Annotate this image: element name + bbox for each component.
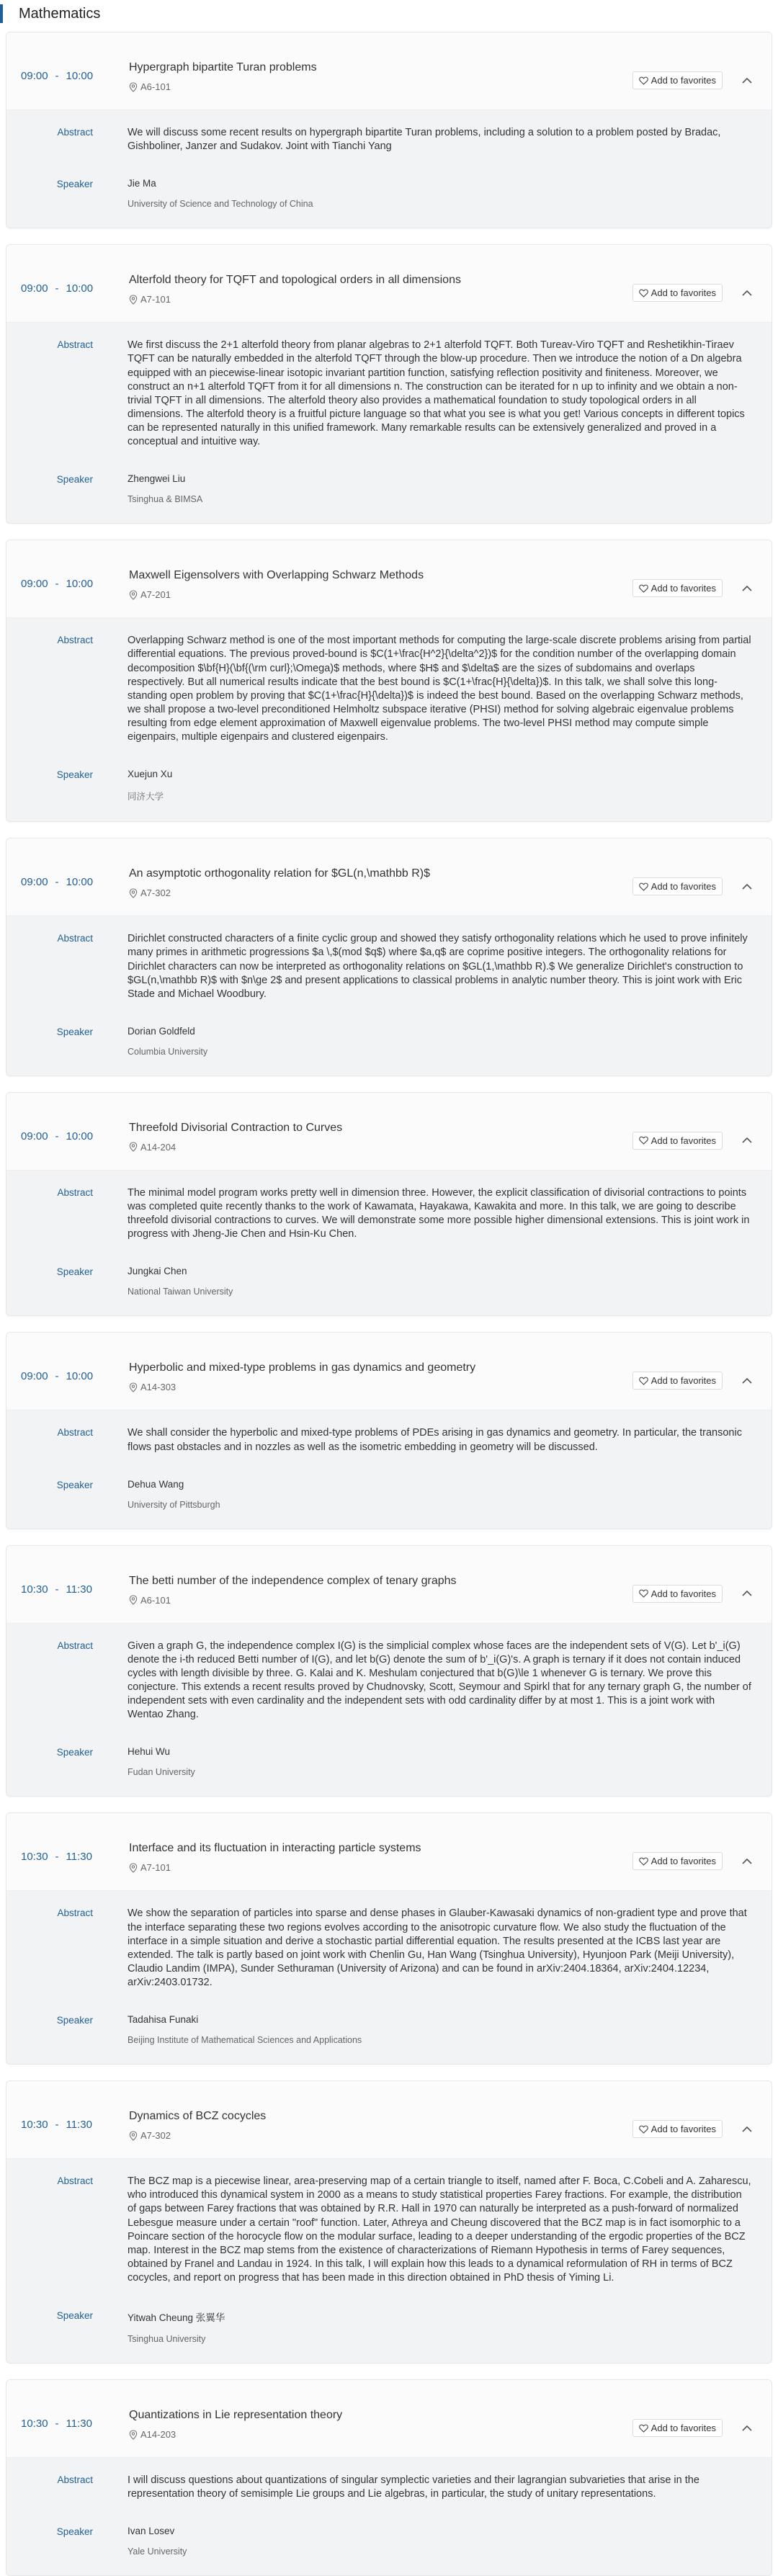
abstract-text: Given a graph G, the independence complex I(G) is the simplicial complex whose faces are the independent sets of V(G). Let b'_i(G) denote the i-th reduced Betti number of I(G), and let b(G) denote the sum of b'_i(G)'s. A graph is ternary if it does not contain induced cycles with length divisible by three. G. Kalai and K. Meshulam conjectured that b(G)\le 1 whenever G is ternary. We prove this conjecture. This extends a recent results proved by Chudnovsky, Scott, Seymour and Spirkl that for any ternary graph G, the number of independent sets with even cardinality and the independent sets with odd cardinality differ by at most 1. This is a joint work with Wentao Zhang. [128, 1640, 751, 1721]
session-start-time: 09:00 [21, 876, 48, 889]
room-label: A7-302 [140, 2130, 171, 2142]
session-time [21, 2098, 129, 2131]
add-to-favorites-button[interactable] [632, 1585, 723, 1603]
session-main [129, 1830, 632, 1873]
abstract-row [21, 126, 753, 153]
session-room [129, 2130, 632, 2141]
session-actions [632, 1563, 753, 1603]
session-main [129, 2397, 632, 2440]
speaker-name: Dehua Wang [128, 1478, 184, 1490]
favorite-label: Add to favorites [650, 2423, 716, 2434]
speaker-info [128, 2309, 753, 2344]
session-actions [632, 1350, 753, 1390]
time-separator: - [55, 1370, 59, 1383]
session-actions [632, 2098, 753, 2138]
session-title: Interface and its fluctuation in interacting particle systems [129, 1842, 421, 1855]
session-room [129, 589, 632, 600]
session-actions [632, 856, 753, 895]
heart-icon [639, 1589, 648, 1598]
add-to-favorites-button[interactable] [632, 579, 723, 597]
favorite-label: Add to favorites [650, 1856, 716, 1867]
heart-icon [639, 1377, 648, 1385]
session-details [6, 916, 772, 1075]
session-end-time: 10:00 [66, 578, 94, 591]
speaker-name: Yitwah Cheung 张翼华 [128, 2312, 225, 2324]
add-to-favorites-button[interactable] [632, 1372, 723, 1390]
chevron-up-icon[interactable] [741, 883, 753, 890]
speaker-info [128, 473, 753, 504]
abstract-row [21, 1186, 753, 1242]
session-title: Alterfold theory for TQFT and topological orders in all dimensions [129, 274, 461, 287]
session-actions [632, 1830, 753, 1870]
speaker-label: Speaker [56, 2526, 93, 2538]
session-actions [632, 50, 753, 89]
heart-icon [639, 76, 648, 85]
session-time [21, 262, 129, 295]
session-time [21, 558, 129, 590]
speaker-label: Speaker [56, 179, 93, 190]
time-separator: - [55, 2119, 59, 2132]
page-title: Mathematics [19, 5, 101, 22]
abstract-row [21, 1640, 753, 1722]
session-room [129, 1862, 632, 1873]
chevron-up-icon[interactable] [741, 2126, 753, 2133]
speaker-info [128, 1026, 753, 1057]
chevron-up-icon[interactable] [741, 1137, 753, 1144]
speaker-name: Zhengwei Liu [128, 473, 186, 485]
session-details [6, 2458, 772, 2575]
session-header[interactable] [6, 245, 772, 323]
location-pin-icon [129, 1595, 138, 1605]
session-header[interactable] [6, 838, 772, 916]
session-start-time: 09:00 [21, 1130, 48, 1142]
abstract-label: Abstract [57, 635, 93, 646]
chevron-up-icon[interactable] [741, 77, 753, 84]
session-title: Maxwell Eigensolvers with Overlapping Schwarz Methods [129, 569, 424, 582]
abstract-text: The BCZ map is a piecewise linear, area-preserving map of a certain triangle to itself, named after F. Boca, C.Cobeli and A. Zaharescu, who introduced this dynamical system in 2000 as a means to study statistical properties Farey fractions. For example, the distribution of gaps between Farey fractions that was obtained by R.R. Hall in 1970 can naturally be interpreted as a push-forward of normalized Lebesgue measure under a certain "roof" function. Later, Athreya and Cheung discovered that the BCZ map is in fact isomorphic to a Poincare section of the horocycle flow on the modular surface, leading to a deeper understanding of the ergodic properties of the BCZ map. Interest in the BCZ map stems from the existence of characterizations of Riemann Hypothesis in terms of Farey sequences, obtained by Franel and Landau in 1924. In this talk, I will explain how this leads to a dynamical reformulation of RH in terms of BCZ cocycles, and report on progress that has been made in this direction obtained in PhD thesis of Yiming Li. [128, 2175, 751, 2284]
session-card [6, 1545, 772, 1797]
session-actions [632, 262, 753, 302]
session-title: Quantizations in Lie representation theory [129, 2409, 343, 2422]
abstract-label: Abstract [57, 1640, 93, 1651]
session-start-time: 10:30 [21, 1851, 48, 1864]
session-end-time: 10:00 [66, 1130, 94, 1142]
speaker-affiliation: 同济大学 [128, 792, 164, 802]
abstract-text: We show the separation of particles into sparse and dense phases in Glauber-Kawasaki dynamics of non-gradient type and prove that the interface separating these two regions evolves according to the anisotropic curvature flow. We also study the fluctuation of the interface in a simple situation and derive a stochastic partial differential equation. The results presented at the ICBS last year are extended. The talk is partly based on joint work with Chenlin Gu, Han Wang (Tsinghua University), Hyunjoon Park (Meiji University), Claudio Landim (IMPA), Sunder Sethuraman (University of Arizona) and can be found in arXiv:2404.18364, arXiv:2404.12234, arXiv:2403.01732. [128, 1908, 747, 1988]
session-card [6, 244, 772, 524]
add-to-favorites-button[interactable] [632, 71, 723, 89]
time-separator: - [55, 578, 59, 591]
speaker-info [128, 2014, 753, 2045]
location-pin-icon [129, 1382, 138, 1392]
room-label: A6-101 [140, 81, 171, 92]
speaker-label: Speaker [56, 2015, 93, 2026]
session-main [129, 50, 632, 92]
room-label: A14-203 [140, 2429, 176, 2441]
time-separator: - [55, 1851, 59, 1864]
session-title: Dynamics of BCZ cocycles [129, 2110, 267, 2123]
session-details [6, 1891, 772, 2064]
abstract-row [21, 2474, 753, 2501]
session-end-time: 10:00 [66, 70, 94, 82]
abstract-row [21, 634, 753, 744]
heart-icon [639, 2125, 648, 2134]
session-actions [632, 558, 753, 597]
speaker-name: Tadahisa Funaki [128, 2014, 199, 2026]
session-room [129, 81, 632, 92]
abstract-text: The minimal model program works pretty well in dimension three. However, the explicit classification of divisorial contractions to points was completed quite recently thanks to the work of Kawamata, Hayakawa, Kawakita and more. In this talk, we are going to describe threefold divisorial contractions to curves. We will demonstrate some more possible higher dimensional extensions. This is joint work in progress with Jheng-Jie Chen and Hsin-Ku Chen. [128, 1186, 750, 1240]
heart-icon [639, 2424, 648, 2433]
room-label: A6-101 [140, 1594, 171, 1606]
speaker-label: Speaker [56, 2310, 93, 2322]
speaker-row [21, 1026, 753, 1057]
session-start-time: 09:00 [21, 578, 48, 591]
session-main [129, 1563, 632, 1606]
session-main [129, 1350, 632, 1392]
abstract-label: Abstract [57, 339, 93, 351]
room-label: A7-101 [140, 1862, 171, 1874]
session-actions [632, 2397, 753, 2437]
speaker-name: Jungkai Chen [128, 1266, 187, 1277]
heart-icon [639, 882, 648, 891]
add-to-favorites-button[interactable] [632, 877, 723, 895]
session-title: Hypergraph bipartite Turan problems [129, 61, 317, 73]
abstract-label: Abstract [57, 127, 93, 138]
session-title: The betti number of the independence complex of tenary graphs [129, 1574, 457, 1587]
session-time [21, 1350, 129, 1382]
speaker-name: Jie Ma [128, 178, 156, 189]
session-details [6, 618, 772, 821]
session-card [6, 2379, 772, 2576]
speaker-label: Speaker [56, 1266, 93, 1278]
speaker-name: Hehui Wu [128, 1746, 171, 1758]
session-header[interactable] [6, 1813, 772, 1891]
session-end-time: 11:30 [66, 1851, 92, 1864]
chevron-up-icon[interactable] [741, 1377, 753, 1385]
session-list [0, 32, 778, 2576]
session-title: Hyperbolic and mixed-type problems in gas dynamics and geometry [129, 1361, 476, 1374]
session-header[interactable] [6, 540, 772, 618]
session-card [6, 2080, 772, 2363]
session-header[interactable] [6, 32, 772, 110]
session-end-time: 10:00 [66, 282, 94, 295]
speaker-row [21, 769, 753, 802]
abstract-label: Abstract [57, 1908, 93, 1919]
speaker-row [21, 178, 753, 209]
session-room [129, 294, 632, 305]
session-time [21, 1110, 129, 1142]
abstract-label: Abstract [57, 1427, 93, 1439]
abstract-text: Dirichlet constructed characters of a finite cyclic group and showed they satisfy orthogonality relations which he used to prove infinitely many primes in arithmetic progressions $a \,$(mod $q$) where $a,q$ are coprime positive integers. The orthogonality relations for Dirichlet characters can now be interpreted as orthogonality relations on $GL(1,\mathbb R).$ We generalize Dirichlet's construction to $GL(n,\mathbb R)$ with $n\ge 2$ and present applications to classical problems in analytic number theory. This is joint work with Eric Stade and Michael Woodbury. [128, 933, 748, 1000]
add-to-favorites-button[interactable] [632, 2419, 723, 2437]
add-to-favorites-button[interactable] [632, 2120, 723, 2138]
room-label: A7-101 [140, 294, 171, 305]
session-room [129, 1382, 632, 1392]
session-end-time: 10:00 [66, 1370, 94, 1383]
favorite-label: Add to favorites [650, 1135, 716, 1146]
speaker-name: Dorian Goldfeld [128, 1025, 195, 1037]
session-end-time: 11:30 [66, 2418, 92, 2430]
abstract-text: We shall consider the hyperbolic and mixed-type problems of PDEs arising in gas dynamics and geometry. In particular, the transonic flows past obstacles and in nozzles as well as the isometric embedding in geometry will be discussed. [128, 1427, 742, 1453]
speaker-info [128, 1266, 753, 1297]
session-time [21, 1563, 129, 1596]
speaker-affiliation: Columbia University [128, 1046, 208, 1057]
session-details [6, 110, 772, 228]
heart-icon [639, 289, 648, 298]
speaker-label: Speaker [56, 769, 93, 781]
room-label: A14-303 [140, 1382, 176, 1393]
speaker-row [21, 2309, 753, 2344]
session-time [21, 856, 129, 888]
time-separator: - [55, 1583, 59, 1596]
session-card [6, 32, 772, 228]
session-start-time: 09:00 [21, 1370, 48, 1383]
time-separator: - [55, 70, 59, 82]
favorite-label: Add to favorites [650, 75, 716, 86]
speaker-row [21, 1266, 753, 1297]
speaker-label: Speaker [56, 1026, 93, 1037]
session-start-time: 10:30 [21, 2119, 48, 2132]
session-main [129, 2098, 632, 2141]
speaker-label: Speaker [56, 474, 93, 486]
header-accent-bar [0, 4, 3, 23]
abstract-text: Overlapping Schwarz method is one of the most important methods for computing the large-scale discrete problems arising from partial differential equations. The previous proved-bound is $C(1+\frac{H^2}{\delta^2})$ for the condition number of the overlapping domain decomposition $\bf{H}(\bf{(\rm curl};\Omega)$ methods, where $H$ and $\delta$ are the sizes of subdomains and overlaps respectively. But all numerical results indicate that the best bound is $C(1+\frac{H}{\delta})$. In this talk, we shall solve this long-standing open problem by proving that $C(1+\frac{H}{\delta})$ is indeed the best bound. Based on the overlapping Schwarz methods, we shall propose a two-level preconditioned Helmholtz subspace iterative (PHSI) method for solving algebraic eigenvalue problems resulting from edge element approximation of Maxwell eigenvalue problems. The two-level PHSI method may compute simple eigenpairs, multiple eigenpairs and clustered eigenpairs. [128, 635, 751, 743]
location-pin-icon [129, 1142, 138, 1152]
speaker-row [21, 1746, 753, 1777]
favorite-label: Add to favorites [650, 881, 716, 893]
room-label: A7-302 [140, 887, 171, 899]
session-main [129, 856, 632, 898]
room-label: A7-201 [140, 589, 171, 601]
session-actions [632, 1110, 753, 1150]
session-card [6, 1332, 772, 1529]
session-card [6, 838, 772, 1076]
time-separator: - [55, 1130, 59, 1142]
speaker-row [21, 2014, 753, 2045]
heart-icon [639, 584, 648, 593]
abstract-label: Abstract [57, 2175, 93, 2187]
speaker-affiliation: University of Science and Technology of China [128, 199, 313, 210]
session-card [6, 1092, 772, 1317]
room-label: A14-204 [140, 1141, 176, 1153]
session-details [6, 323, 772, 523]
location-pin-icon [129, 888, 138, 898]
session-card [6, 1812, 772, 2065]
location-pin-icon [129, 82, 138, 92]
session-header[interactable] [6, 2380, 772, 2458]
session-room [129, 2429, 632, 2440]
session-start-time: 10:30 [21, 1583, 48, 1596]
session-time [21, 2397, 129, 2430]
session-time [21, 50, 129, 82]
session-room [129, 1595, 632, 1606]
session-room [129, 1142, 632, 1153]
speaker-affiliation: Tsinghua & BIMSA [128, 494, 203, 505]
speaker-affiliation: Fudan University [128, 1767, 195, 1778]
speaker-row [21, 1479, 753, 1510]
time-separator: - [55, 282, 59, 295]
session-end-time: 11:30 [66, 2119, 92, 2132]
session-header[interactable] [6, 1546, 772, 1624]
add-to-favorites-button[interactable] [632, 1132, 723, 1150]
favorite-label: Add to favorites [650, 2124, 716, 2135]
session-main [129, 262, 632, 305]
abstract-row [21, 932, 753, 1001]
session-details [6, 1624, 772, 1797]
location-pin-icon [129, 295, 138, 305]
page-header [0, 0, 778, 27]
session-end-time: 10:00 [66, 876, 94, 889]
speaker-info [128, 1479, 753, 1510]
abstract-label: Abstract [57, 1186, 93, 1198]
speaker-info [128, 769, 753, 802]
speaker-affiliation: National Taiwan University [128, 1287, 233, 1297]
favorite-label: Add to favorites [650, 1375, 716, 1387]
speaker-affiliation: Yale University [128, 2546, 187, 2557]
add-to-favorites-button[interactable] [632, 284, 723, 302]
session-title: An asymptotic orthogonality relation for $GL(n,\mathbb R)$ [129, 867, 430, 880]
abstract-text: We first discuss the 2+1 alterfold theory from planar algebras to 2+1 alterfold TQFT. Both Tureav-Viro TQFT and Reshetikhin-Tiraev TQFT can be naturally embedded in the alterfold TQFT through the blow-up procedure. Then we introduce the notion of a Dn algebra equipped with an piecewise-linear isotopic invariant partition function, satisfying reflection positivity and finiteness. Moreover, we construct an n+1 alterfold TQFT from it for all dimensions n. The construction can be iterated for n up to infinity and we obtain a non-trivial TQFT in all dimensions. The alterfold theory also provides a mathematical foundation to study topological orders in all dimensions. The alterfold theory is a fruitful picture language so that what you see is what you get! Various concepts in different topics can be represented naturally in this unified framework. Many remarkable results can be extensively generalized and proved in a conceptual and intuitive way. [128, 339, 745, 448]
speaker-affiliation: Beijing Institute of Mathematical Sciences and Applications [128, 2035, 362, 2046]
time-separator: - [55, 2418, 59, 2430]
session-main [129, 1110, 632, 1153]
speaker-label: Speaker [56, 1479, 93, 1490]
session-header[interactable] [6, 1333, 772, 1410]
abstract-row [21, 2175, 753, 2285]
session-time [21, 1830, 129, 1863]
session-start-time: 10:30 [21, 2418, 48, 2430]
session-room [129, 887, 632, 898]
session-title: Threefold Divisorial Contraction to Curves [129, 1121, 343, 1134]
session-header[interactable] [6, 1093, 772, 1171]
favorite-label: Add to favorites [650, 287, 716, 299]
favorite-label: Add to favorites [650, 583, 716, 594]
speaker-row [21, 473, 753, 504]
location-pin-icon [129, 590, 138, 600]
abstract-row [21, 1907, 753, 1990]
abstract-label: Abstract [57, 2474, 93, 2486]
abstract-text: We will discuss some recent results on hypergraph bipartite Turan problems, including a solution to a problem posted by Bradac, Gishboliner, Janzer and Sudakov. Joint with Tianchi Yang [128, 127, 721, 153]
speaker-affiliation: Tsinghua University [128, 2334, 206, 2345]
heart-icon [639, 1136, 648, 1145]
speaker-label: Speaker [56, 1747, 93, 1758]
abstract-text: I will discuss questions about quantizations of singular symplectic varieties and their lagrangian subvarieties that arise in the representation theory of semisimple Lie groups and Lie algebras, in particular, the study of unitary representations. [128, 2474, 699, 2500]
chevron-up-icon[interactable] [741, 290, 753, 297]
speaker-info [128, 2526, 753, 2557]
add-to-favorites-button[interactable] [632, 1852, 723, 1870]
abstract-label: Abstract [57, 933, 93, 944]
session-start-time: 09:00 [21, 282, 48, 295]
speaker-name: Xuejun Xu [128, 769, 173, 780]
chevron-up-icon[interactable] [741, 585, 753, 592]
session-header[interactable] [6, 2081, 772, 2159]
speaker-name: Ivan Losev [128, 2526, 175, 2537]
session-card [6, 540, 772, 822]
speaker-affiliation: University of Pittsburgh [128, 1499, 220, 1510]
abstract-row [21, 1426, 753, 1454]
favorite-label: Add to favorites [650, 1588, 716, 1599]
session-main [129, 558, 632, 600]
abstract-row [21, 339, 753, 449]
chevron-up-icon[interactable] [741, 1858, 753, 1865]
speaker-row [21, 2526, 753, 2557]
speaker-info [128, 1746, 753, 1777]
location-pin-icon [129, 2131, 138, 2141]
session-start-time: 09:00 [21, 70, 48, 82]
chevron-up-icon[interactable] [741, 2425, 753, 2432]
session-details [6, 1171, 772, 1316]
time-separator: - [55, 876, 59, 889]
heart-icon [639, 1857, 648, 1866]
speaker-info [128, 178, 753, 209]
session-details [6, 1410, 772, 1528]
session-end-time: 11:30 [66, 1583, 92, 1596]
location-pin-icon [129, 2430, 138, 2440]
chevron-up-icon[interactable] [741, 1590, 753, 1597]
location-pin-icon [129, 1863, 138, 1873]
session-details [6, 2159, 772, 2363]
